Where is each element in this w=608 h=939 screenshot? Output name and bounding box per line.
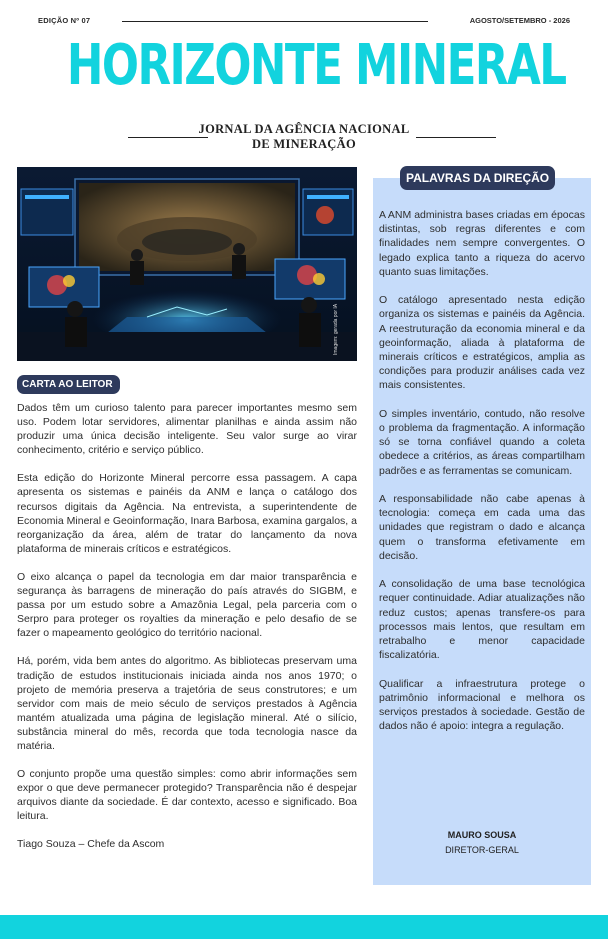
edition-number: EDIÇÃO Nº 07	[38, 16, 91, 25]
subtitle-rule-right	[416, 137, 496, 138]
subtitle-rule-left	[128, 137, 208, 138]
signature-role: DIRETOR-GERAL	[445, 845, 519, 855]
direcao-paragraph: Qualificar a infraestrutura protege o patrimônio informacional e melhora os serviços prestados à sociedade. Gestão de dados não é apoio: integra a regulação.	[379, 677, 585, 733]
signature-name: MAURO SOUSA	[447, 830, 517, 840]
direcao-paragraph: A responsabilidade não cabe apenas à tecnologia: começa em cada uma das unidades que registram o dado e alcança quem o transforma efetivamente em decisão.	[379, 493, 585, 562]
section-label-direcao: PALAVRAS DA DIREÇÃO	[400, 166, 555, 190]
masthead-subtitle	[0, 122, 608, 152]
carta-paragraph: Dados têm um curioso talento para parecer importantes mesmo sem uso. Podem lotar servidores, alimentar planilhas e ainda assim não produzir uma única decisão inteligente. Seu valor surge ao virar conhecimento, critério e serviço público.	[17, 402, 357, 457]
direcao-paragraph: A ANM administra bases criadas em épocas distintas, sob regras diferentes e com finalidades nem sempre convergentes. O legado explica tanto a riqueza do acervo quanto suas limitações.	[379, 209, 585, 278]
edition-date: AGOSTO/SETEMBRO - 2026	[469, 16, 570, 25]
section-label-carta: CARTA AO LEITOR	[17, 375, 120, 394]
direcao-paragraph: A consolidação de uma base tecnológica requer continuidade. Adiar atualizações não reduz custos; apenas transfere-os para processos mais lentos, que resultam em retrabalho e menor capacidade fiscalizatória.	[379, 578, 585, 662]
image-credit: Imagem: gerada por IA	[333, 303, 339, 355]
masthead-title: HORIZONTE MINERAL	[66, 33, 566, 98]
subtitle-line-2: DE MINERAÇÃO	[252, 137, 356, 151]
subtitle-line-1: JORNAL DA AGÊNCIA NACIONAL	[198, 122, 410, 136]
palavras-da-direcao-text	[379, 208, 585, 748]
carta-paragraph: Há, porém, vida bem antes do algoritmo. As bibliotecas preservam uma tradição de estudos institucionais iniciada ainda nos anos 1970; o projeto de memória preserva a trajetória de seus construtores; e um servidor com mais de meio século de serviços prestados à Agência mantém atualizada uma página de legislação mineral. Até o silício, substância mineral do mês, recorda que toda tecnologia nasce da matéria.	[17, 655, 357, 752]
direcao-paragraph: O simples inventário, contudo, não resolve o problema da fragmentação. A informação só se torna confiável quando a coleta obedece a critérios, as áreas compartilham padrões e as ferramentas se comunicam.	[379, 407, 585, 477]
direcao-paragraph: O catálogo apresentado nesta edição organiza os sistemas e painéis da Agência. A reestruturação da economia mineral e da geoinformação, aliada à plataforma de minerais críticos e estratégicos, amplia as condições para produzir análises cada vez mais consistentes.	[379, 294, 585, 392]
carta-ao-leitor-text	[17, 401, 357, 866]
carta-signature: Tiago Souza – Chefe da Ascom	[17, 838, 165, 851]
carta-paragraph: Esta edição do Horizonte Mineral percorre essa passagem. A capa apresenta os sistemas e painéis da ANM e lança o catálogo dos recursos digitais da Agência. Na entrevista, a superintendente de Economia Mineral e Geoinformação, Inara Barbosa, examina gargalos, a reorganização da área, além de tratar do lançamento da nova plataforma de minerais críticos e estratégicos.	[17, 472, 357, 555]
cover-image	[17, 167, 357, 361]
footer-bar	[0, 915, 608, 939]
carta-paragraph: O conjunto propõe uma questão simples: como abrir informações sem expor o que deve permanecer protegido? Transparência não é despejar arquivos diante da sociedade. É dar contexto, acesso e significado. Boa leitura.	[17, 768, 357, 823]
carta-paragraph: O eixo alcança o papel da tecnologia em dar maior transparência e segurança às barragens de mineração do país através do SIGBM, e passa por um estudo sobre a Amazônia Legal, pela parceria com o Serpro para proteger os royalties da mineração e pelo desafio de se fazer o mapeamento geológico do território nacional.	[17, 570, 357, 640]
control-room-illustration	[17, 167, 357, 361]
header-rule	[122, 21, 428, 22]
